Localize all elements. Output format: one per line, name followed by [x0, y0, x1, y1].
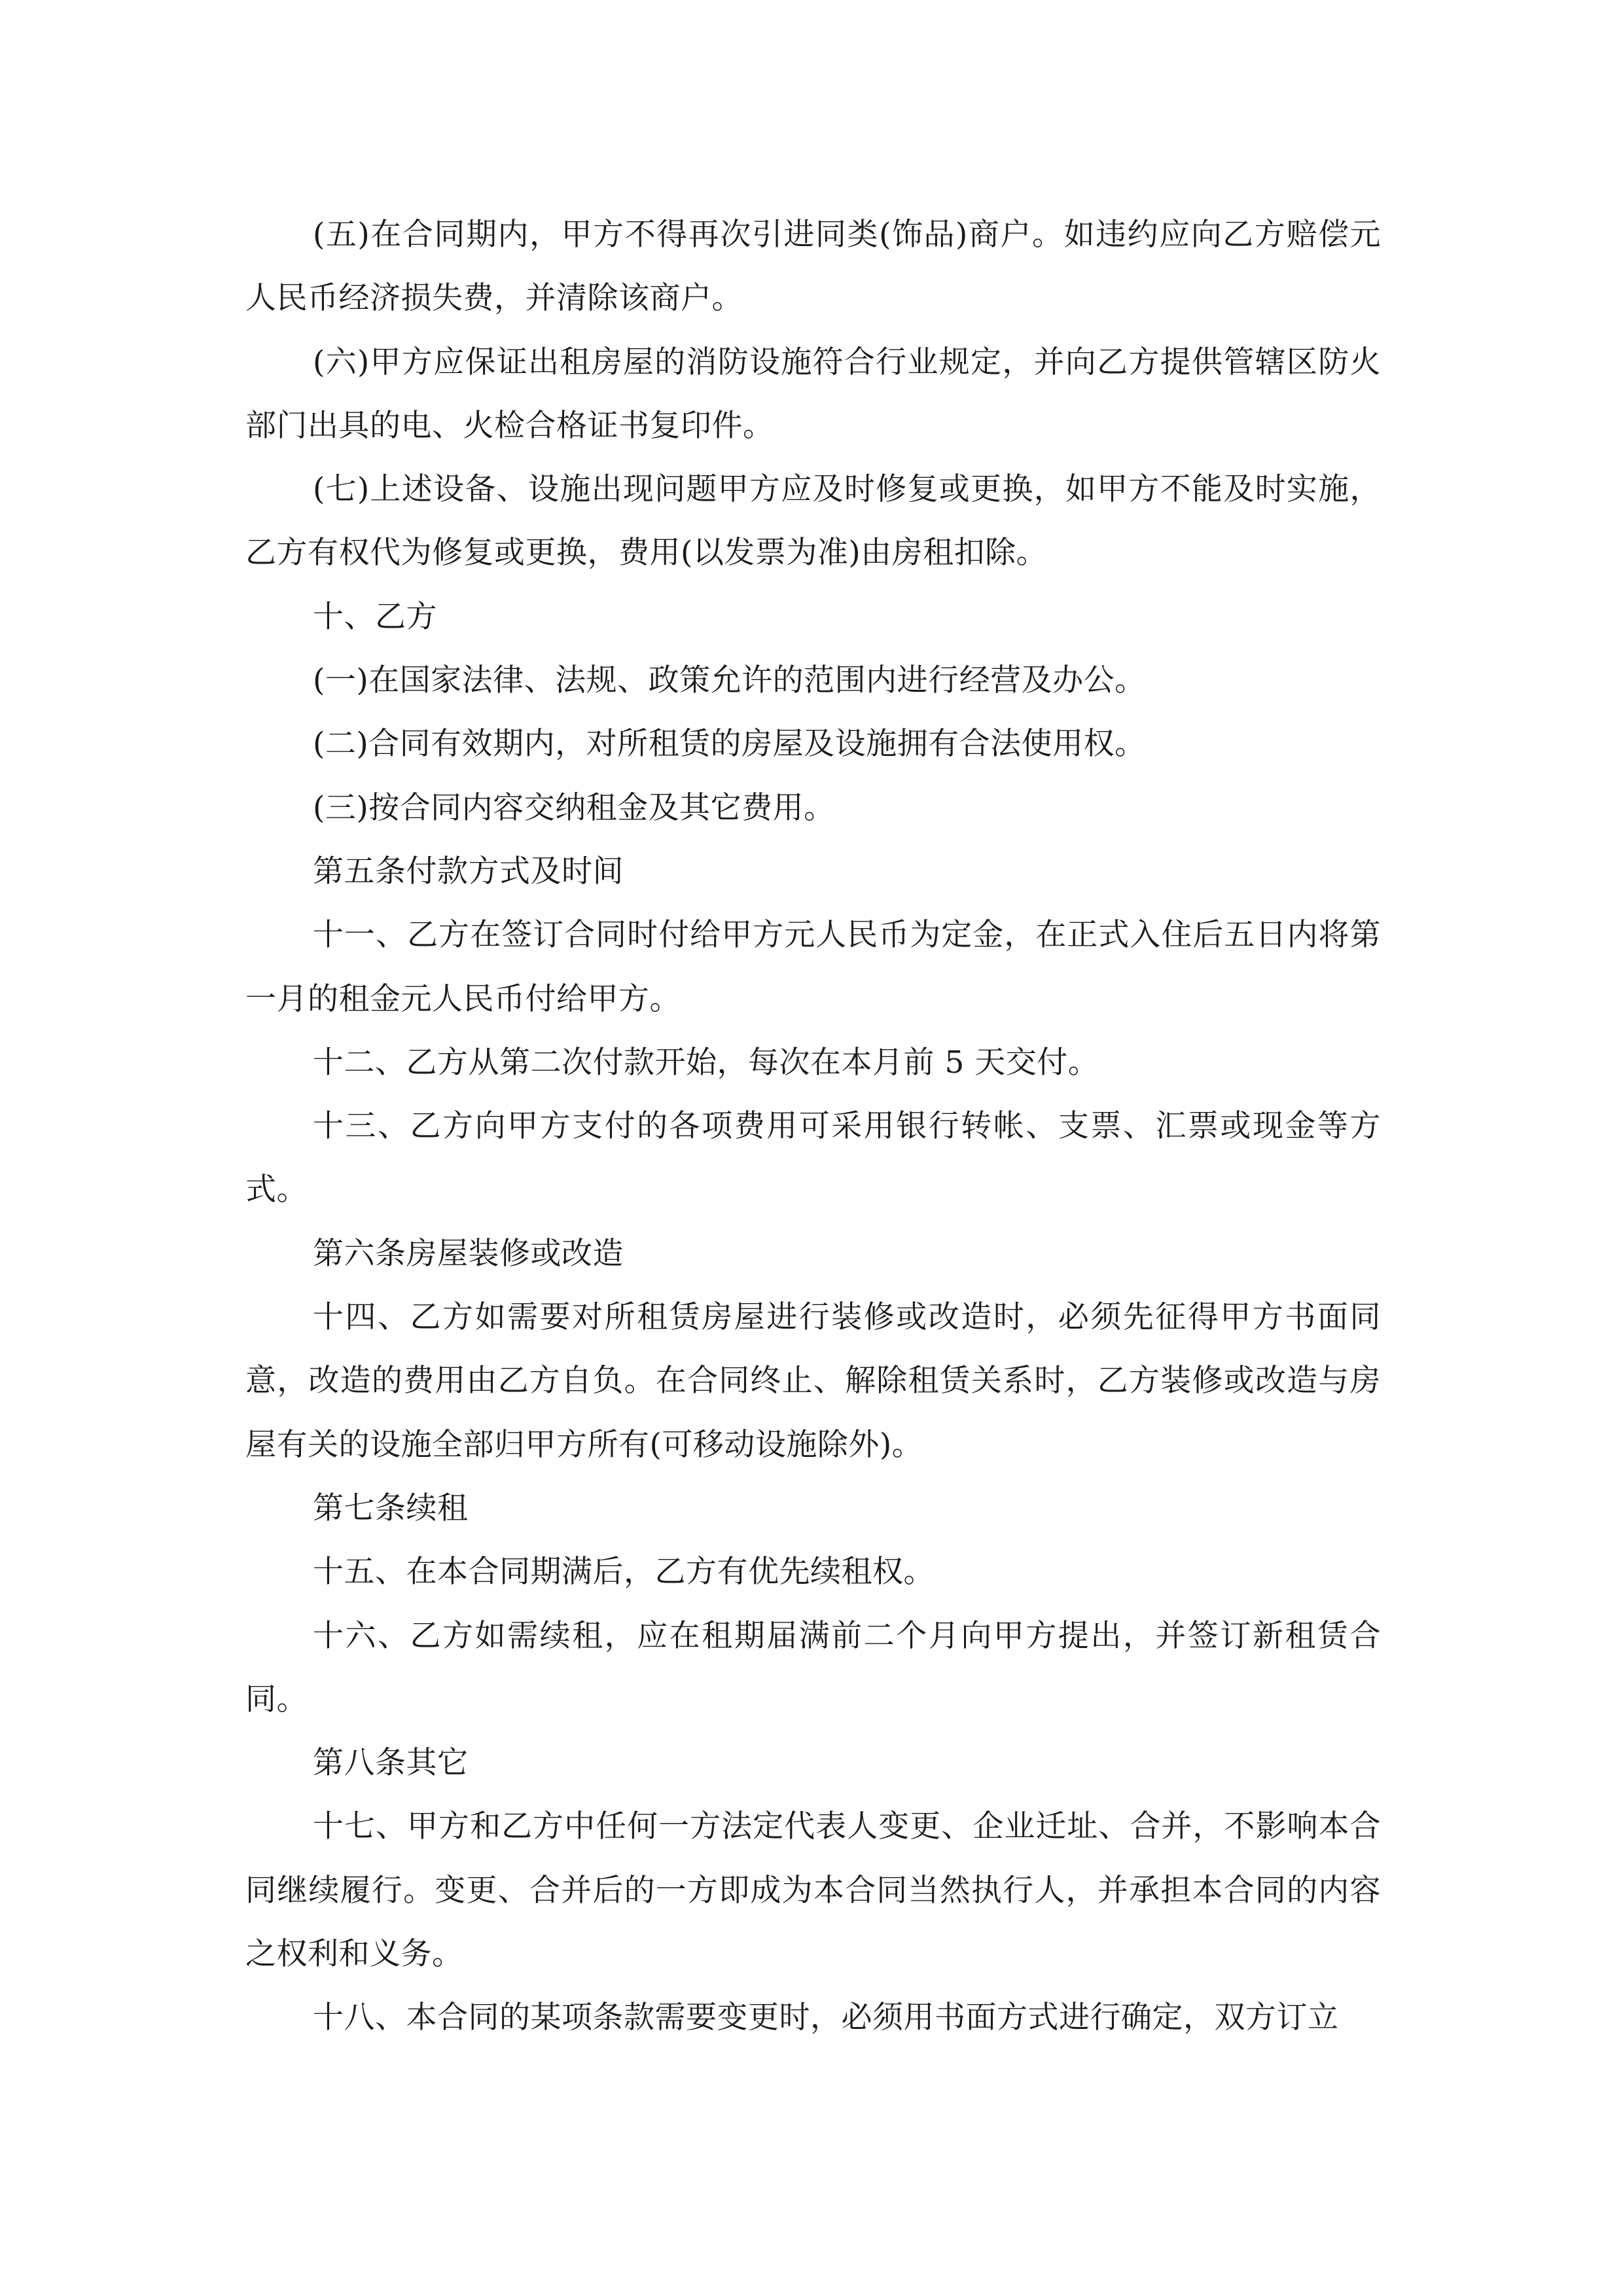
article-heading: 第六条房屋装修或改造: [313, 1235, 624, 1272]
clause-paragraph: 十五、在本合同期满后，乙方有优先续租权。: [313, 1554, 935, 1590]
section-heading: 十、乙方: [313, 598, 437, 635]
clause-paragraph: (一)在国家法律、法规、政策允许的范围内进行经营及办公。: [313, 662, 1146, 699]
clause-paragraph: 十八、本合同的某项条款需要变更时，必须用书面方式进行确定，双方订立: [313, 2000, 1339, 2036]
document-body: [245, 203, 1381, 2050]
clause-paragraph: (六)甲方应保证出租房屋的消防设施符合行业规定，并向乙方提供管辖区防火部门出具的电、火检合格证书复印件。: [245, 344, 1381, 444]
clause-paragraph: (七)上述设备、设施出现问题甲方应及时修复或更换，如甲方不能及时实施，乙方有权代为修复或更换，费用(以发票为准)由房租扣除。: [245, 471, 1381, 571]
article-heading: 第五条付款方式及时间: [313, 853, 624, 889]
clause-paragraph: 十二、乙方从第二次付款开始，每次在本月前 5 天交付。: [313, 1044, 1099, 1081]
clause-paragraph: 十四、乙方如需要对所租赁房屋进行装修或改造时，必须先征得甲方书面同意，改造的费用由乙方自负。在合同终止、解除租赁关系时，乙方装修或改造与房屋有关的设施全部归甲方所有(可移动设施除外)。: [245, 1299, 1381, 1463]
clause-paragraph: (三)按合同内容交纳租金及其它费用。: [313, 789, 835, 826]
clause-paragraph: 十三、乙方向甲方支付的各项费用可采用银行转帐、支票、汇票或现金等方式。: [245, 1108, 1381, 1208]
clause-paragraph: (五)在合同期内，甲方不得再次引进同类(饰品)商户。如违约应向乙方赔偿元人民币经济损失费，并清除该商户。: [245, 217, 1381, 317]
clause-paragraph: 十六、乙方如需续租，应在租期届满前二个月向甲方提出，并签订新租赁合同。: [245, 1617, 1381, 1717]
clause-paragraph: 十七、甲方和乙方中任何一方法定代表人变更、企业迁址、合并，不影响本合同继续履行。变更、合并后的一方即成为本合同当然执行人，并承担本合同的内容之权利和义务。: [245, 1808, 1381, 1973]
clause-paragraph: (二)合同有效期内，对所租赁的房屋及设施拥有合法使用权。: [313, 726, 1146, 762]
article-heading: 第八条其它: [313, 1745, 469, 1782]
clause-paragraph: 十一、乙方在签订合同时付给甲方元人民币为定金，在正式入住后五日内将第一月的租金元人民币付给甲方。: [245, 917, 1381, 1017]
article-heading: 第七条续租: [313, 1490, 469, 1526]
